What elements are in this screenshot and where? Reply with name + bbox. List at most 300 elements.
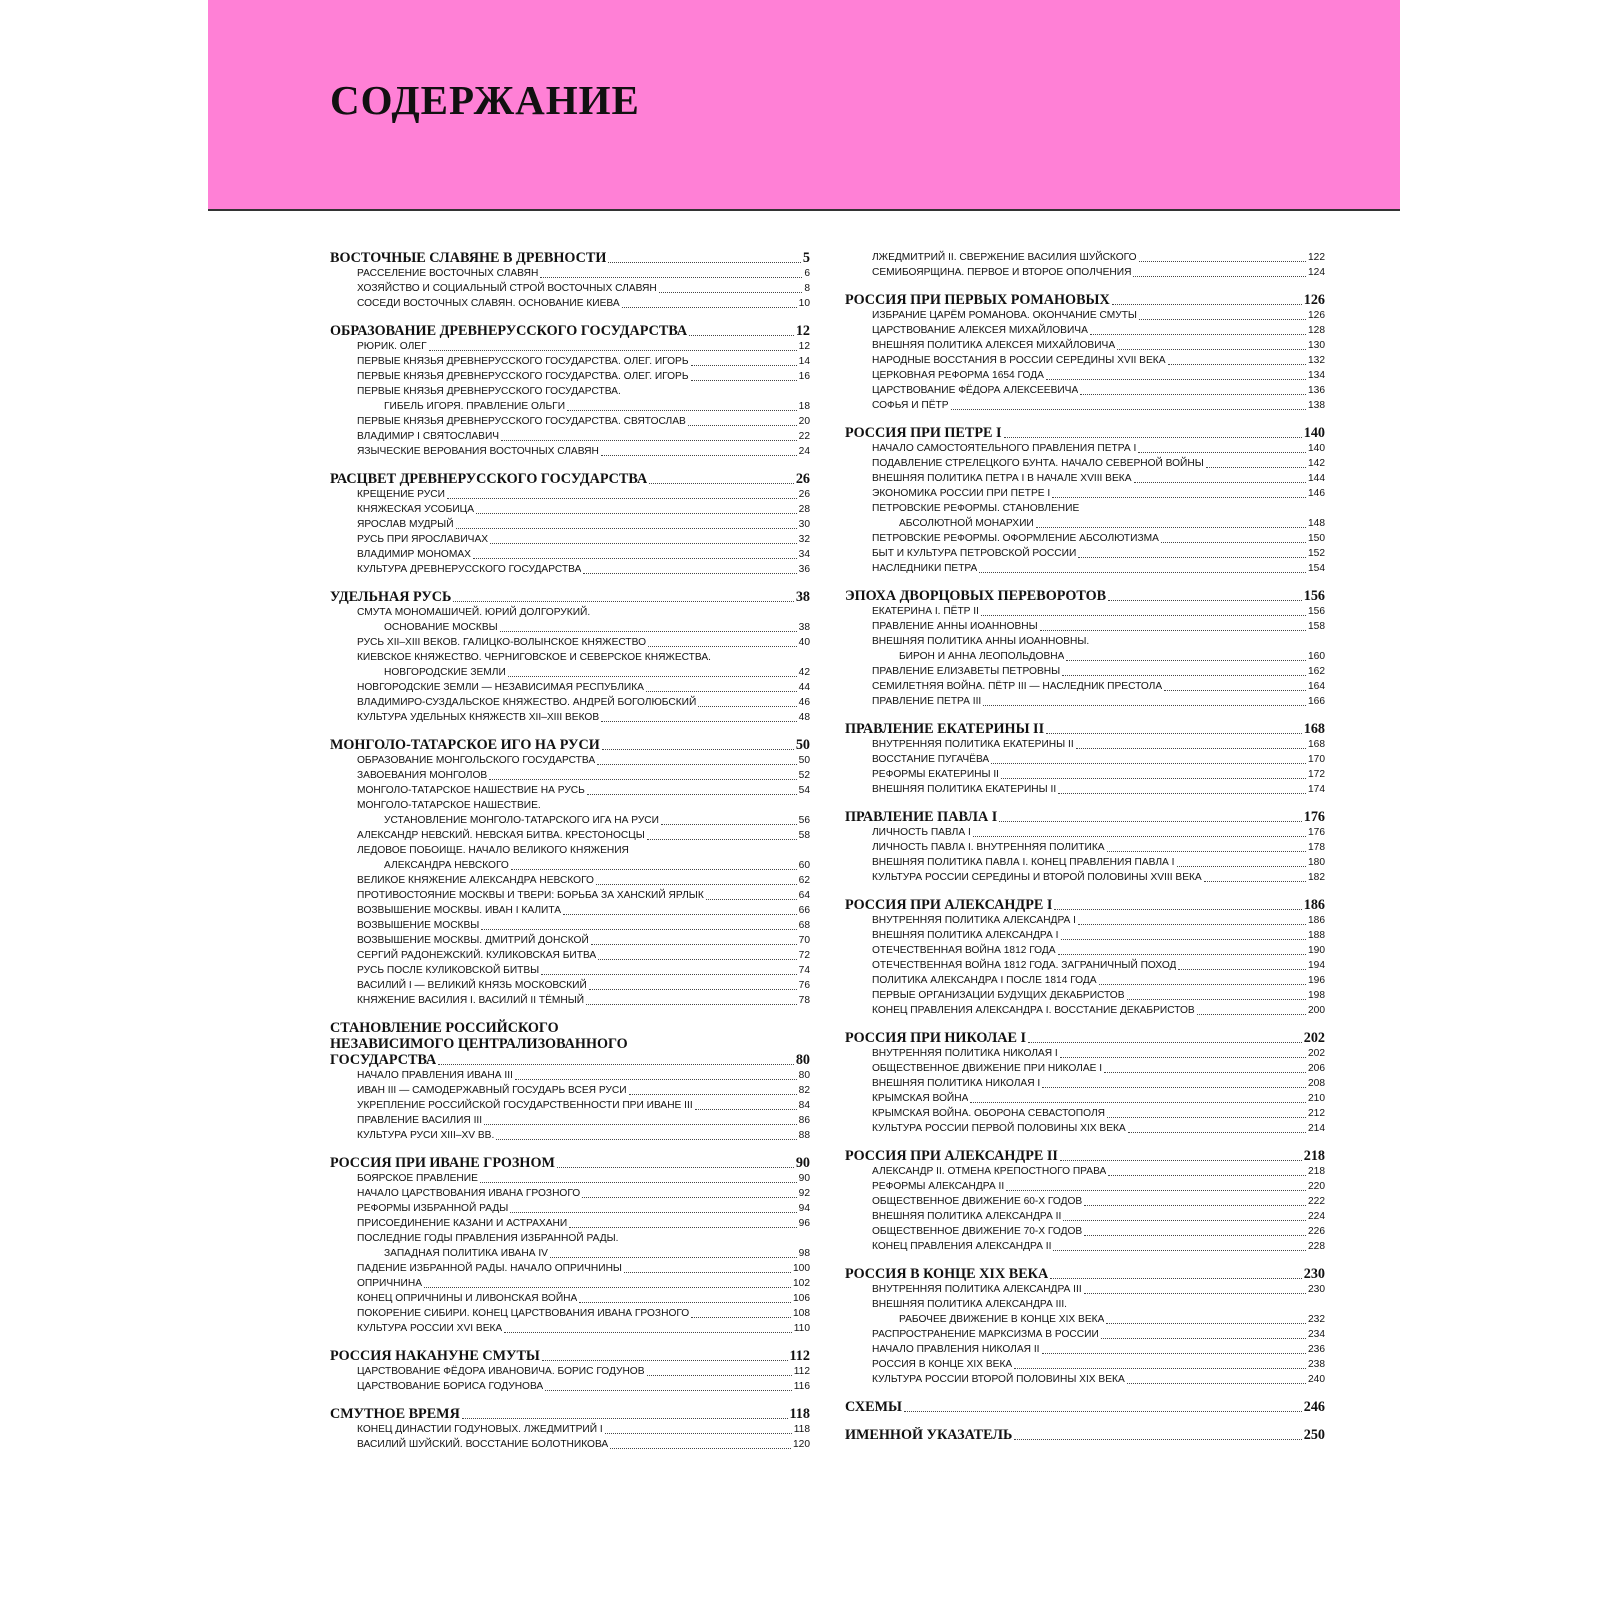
page-number: 66: [798, 905, 810, 916]
dot-leader: [1139, 261, 1306, 262]
toc-entry[interactable]: [330, 502, 810, 517]
toc-entry-title: КУЛЬТУРА РУСИ XIII–XV ВВ.: [357, 1130, 495, 1141]
page-number: 240: [1308, 1374, 1325, 1385]
dot-leader: [1168, 364, 1306, 365]
section-heading[interactable]: [845, 425, 1325, 441]
toc-entry[interactable]: [845, 928, 1325, 943]
section-heading[interactable]: [330, 1348, 810, 1364]
page-number: 226: [1308, 1226, 1325, 1237]
toc-entry-title: КОНЕЦ ОПРИЧНИНЫ И ЛИВОНСКАЯ ВОЙНА: [357, 1293, 578, 1304]
section-heading[interactable]: [845, 1148, 1325, 1164]
toc-entry-title: НАЧАЛО ПРАВЛЕНИЯ НИКОЛАЯ II: [872, 1344, 1040, 1355]
page-number: 126: [1308, 310, 1325, 321]
dot-leader: [453, 601, 793, 602]
toc-entry[interactable]: [845, 323, 1325, 338]
toc-entry[interactable]: [330, 1437, 810, 1452]
toc-entry[interactable]: [330, 753, 810, 768]
page-number: 32: [798, 534, 810, 545]
toc-entry[interactable]: [330, 547, 810, 562]
toc-entry[interactable]: [845, 1091, 1325, 1106]
toc-entry[interactable]: [845, 855, 1325, 870]
dot-leader: [646, 691, 797, 692]
page-number: 238: [1308, 1359, 1325, 1370]
page-number: 230: [1303, 1266, 1325, 1282]
toc-entry[interactable]: [845, 368, 1325, 383]
toc-section: [330, 1155, 810, 1336]
dot-leader: [490, 543, 797, 544]
toc-entry-title: АЛЕКСАНДР НЕВСКИЙ. НЕВСКАЯ БИТВА. КРЕСТОНОСЦЫ: [357, 830, 645, 841]
toc-entry-title: УКРЕПЛЕНИЕ РОССИЙСКОЙ ГОСУДАРСТВЕННОСТИ ПРИ ИВАНЕ III: [357, 1100, 693, 1111]
toc-entry[interactable]: [330, 339, 810, 354]
dot-leader: [610, 1448, 791, 1449]
toc-entry[interactable]: [845, 1372, 1325, 1387]
dot-leader: [586, 1004, 797, 1005]
toc-entry[interactable]: [845, 1061, 1325, 1076]
section-heading[interactable]: [330, 589, 810, 605]
toc-entry[interactable]: [845, 1327, 1325, 1342]
toc-entry[interactable]: [330, 266, 810, 281]
page-number: 90: [798, 1173, 810, 1184]
page-number: 44: [798, 682, 810, 693]
toc-entry[interactable]: [845, 679, 1325, 694]
toc-entry[interactable]: [845, 441, 1325, 456]
page-number: 180: [1308, 857, 1325, 868]
page-number: 12: [798, 341, 810, 352]
toc-entry[interactable]: [330, 903, 810, 918]
toc-entry[interactable]: [845, 531, 1325, 546]
toc-entry[interactable]: [330, 933, 810, 948]
toc-entry[interactable]: [845, 767, 1325, 782]
toc-entry[interactable]: [330, 1128, 810, 1143]
toc-entry-title: РУСЬ ПРИ ЯРОСЛАВИЧАХ: [357, 534, 489, 545]
dot-leader: [480, 1182, 797, 1183]
toc-entry-title: ВНЕШНЯЯ ПОЛИТИКА НИКОЛАЯ I: [872, 1078, 1041, 1089]
dot-leader: [545, 1390, 792, 1391]
dot-leader: [583, 573, 796, 574]
toc-section: [845, 721, 1325, 797]
dot-leader: [608, 262, 801, 263]
toc-entry[interactable]: [845, 398, 1325, 413]
toc-entry[interactable]: [330, 354, 810, 369]
dot-leader: [541, 974, 796, 975]
toc-entry-title: ВНЕШНЯЯ ПОЛИТИКА ЕКАТЕРИНЫ II: [872, 784, 1057, 795]
toc-entry[interactable]: [330, 1113, 810, 1128]
toc-entry-title: ОТЕЧЕСТВЕННАЯ ВОЙНА 1812 ГОДА. ЗАГРАНИЧНЫЙ ПОХОД: [872, 960, 1177, 971]
section-heading-title: РОССИЯ ПРИ ПЕТРЕ I: [845, 425, 1002, 441]
toc-entry[interactable]: [330, 1422, 810, 1437]
section-heading[interactable]: [330, 323, 810, 339]
toc-entry[interactable]: [845, 782, 1325, 797]
toc-entry[interactable]: [330, 680, 810, 695]
page-number: 54: [798, 785, 810, 796]
dot-leader: [501, 440, 797, 441]
toc-entry[interactable]: [845, 973, 1325, 988]
toc-entry-title: ОБЩЕСТВЕННОЕ ДВИЖЕНИЕ ПРИ НИКОЛАЕ I: [872, 1063, 1103, 1074]
page-number: 198: [1308, 990, 1325, 1001]
toc-entry-title: ЗАПАДНАЯ ПОЛИТИКА ИВАНА IV: [384, 1248, 548, 1259]
page-number: 142: [1308, 458, 1325, 469]
toc-entry-title: ВЕЛИКОЕ КНЯЖЕНИЕ АЛЕКСАНДРА НЕВСКОГО: [357, 875, 594, 886]
toc-entry-title: НАСЛЕДНИКИ ПЕТРА: [872, 563, 978, 574]
toc-entry[interactable]: [845, 338, 1325, 353]
dot-leader: [624, 1272, 791, 1273]
dot-leader: [647, 839, 797, 840]
section-heading[interactable]: [330, 1406, 810, 1422]
toc-entry-title: ПЕРВЫЕ КНЯЗЬЯ ДРЕВНЕРУССКОГО ГОСУДАРСТВА. ОЛЕГ. ИГОРЬ: [357, 356, 689, 367]
dot-leader: [601, 721, 797, 722]
page-number: 120: [793, 1439, 810, 1450]
toc-entry[interactable]: [330, 296, 810, 311]
page-number: 38: [795, 589, 810, 605]
toc-entry-title: КРЫМСКАЯ ВОЙНА: [872, 1093, 969, 1104]
toc-entry[interactable]: [845, 988, 1325, 1003]
dot-leader: [1177, 866, 1307, 867]
toc-entry-title: ОБРАЗОВАНИЕ МОНГОЛЬСКОГО ГОСУДАРСТВА: [357, 755, 596, 766]
page-number: 80: [798, 1070, 810, 1081]
page-number: 146: [1308, 488, 1325, 499]
page-number: 188: [1308, 930, 1325, 941]
dot-leader: [1080, 394, 1306, 395]
toc-entry-title: НОВГОРОДСКИЕ ЗЕМЛИ: [384, 667, 506, 678]
toc-entry-line: ПОСЛЕДНИЕ ГОДЫ ПРАВЛЕНИЯ ИЗБРАННОЙ РАДЫ.: [357, 1233, 619, 1244]
section-heading[interactable]: [845, 721, 1325, 737]
dot-leader: [1107, 1117, 1306, 1118]
toc-entry-title: АБСОЛЮТНОЙ МОНАРХИИ: [899, 518, 1034, 529]
section-heading-title: РОССИЯ ПРИ ИВАНЕ ГРОЗНОМ: [330, 1155, 555, 1171]
toc-entry[interactable]: [845, 825, 1325, 840]
toc-entry[interactable]: [845, 694, 1325, 709]
section-heading[interactable]: [845, 1399, 1325, 1415]
toc-entry[interactable]: [845, 353, 1325, 368]
dot-leader: [563, 914, 797, 915]
toc-entry[interactable]: [330, 1291, 810, 1306]
page-number: 166: [1308, 696, 1325, 707]
section-heading-title: РОССИЯ В КОНЦЕ XIX ВЕКА: [845, 1266, 1049, 1282]
toc-entry[interactable]: [330, 948, 810, 963]
section-heading[interactable]: [845, 1427, 1325, 1443]
toc-entry[interactable]: [330, 1216, 810, 1231]
toc-entry[interactable]: [330, 813, 810, 828]
dot-leader: [1078, 557, 1306, 558]
toc-entry[interactable]: [845, 752, 1325, 767]
toc-entry[interactable]: [845, 1357, 1325, 1372]
toc-entry[interactable]: [330, 281, 810, 296]
section-heading[interactable]: [845, 809, 1325, 825]
toc-entry[interactable]: [845, 1209, 1325, 1224]
section-heading[interactable]: [330, 471, 810, 487]
toc-entry[interactable]: [330, 1261, 810, 1276]
toc-entry[interactable]: [845, 308, 1325, 323]
dot-leader: [424, 1287, 791, 1288]
section-heading[interactable]: [845, 292, 1325, 308]
page-number: 126: [1303, 292, 1325, 308]
page-number: 52: [798, 770, 810, 781]
toc-entry-title: ЕКАТЕРИНА I. ПЁТР II: [872, 606, 979, 617]
page-number: 62: [798, 875, 810, 886]
toc-entry[interactable]: [330, 993, 810, 1008]
toc-entry[interactable]: [845, 383, 1325, 398]
toc-entry-title: ПАДЕНИЕ ИЗБРАННОЙ РАДЫ. НАЧАЛО ОПРИЧНИНЫ: [357, 1263, 622, 1274]
page-number: 30: [798, 519, 810, 530]
toc-entry[interactable]: [330, 399, 810, 414]
dot-leader: [496, 1139, 796, 1140]
dot-leader: [462, 1418, 788, 1419]
dot-leader: [973, 836, 1306, 837]
toc-entry-title: ПЕРВЫЕ ОРГАНИЗАЦИИ БУДУЩИХ ДЕКАБРИСТОВ: [872, 990, 1125, 1001]
dot-leader: [504, 1332, 792, 1333]
page-number: 6: [804, 268, 810, 279]
dot-leader: [661, 824, 797, 825]
section-heading-title: ПРАВЛЕНИЕ ПАВЛА I: [845, 809, 998, 825]
header-divider: [208, 209, 1400, 211]
toc-entry-line: ЛЕДОВОЕ ПОБОИЩЕ. НАЧАЛО ВЕЛИКОГО КНЯЖЕНИЯ: [357, 845, 629, 856]
toc-entry-title: СЕРГИЙ РАДОНЕЖСКИЙ. КУЛИКОВСКАЯ БИТВА: [357, 950, 597, 961]
toc-entry[interactable]: [845, 1194, 1325, 1209]
toc-entry-title: КОНЕЦ ДИНАСТИИ ГОДУНОВЫХ. ЛЖЕДМИТРИЙ I: [357, 1424, 603, 1435]
page-number: 96: [798, 1218, 810, 1229]
toc-entry[interactable]: [330, 1098, 810, 1113]
toc-entry[interactable]: [845, 1121, 1325, 1136]
toc-entry[interactable]: [845, 619, 1325, 634]
toc-entry[interactable]: [845, 1164, 1325, 1179]
toc-entry[interactable]: [330, 1306, 810, 1321]
dot-leader: [1204, 881, 1306, 882]
section-heading-title: СМУТНОЕ ВРЕМЯ: [330, 1406, 460, 1422]
toc-entry-line: ВНЕШНЯЯ ПОЛИТИКА АЛЕКСАНДРА III.: [872, 1299, 1067, 1310]
dot-leader: [1063, 1220, 1306, 1221]
page-number: 156: [1303, 588, 1325, 604]
dot-leader: [438, 1064, 794, 1065]
toc-entry[interactable]: [330, 562, 810, 577]
toc-entry-title: ЯЗЫЧЕСКИЕ ВЕРОВАНИЯ ВОСТОЧНЫХ СЛАВЯН: [357, 446, 599, 457]
page-number: 26: [798, 489, 810, 500]
dot-leader: [542, 1360, 788, 1361]
toc-entry[interactable]: [330, 487, 810, 502]
dot-leader: [569, 1227, 796, 1228]
dot-leader: [500, 631, 797, 632]
page-number: 182: [1308, 872, 1325, 883]
dot-leader: [1053, 1250, 1306, 1251]
toc-entry[interactable]: [330, 1068, 810, 1083]
toc-entry-title: ВНУТРЕННЯЯ ПОЛИТИКА АЛЕКСАНДРА III: [872, 1284, 1082, 1295]
toc-entry[interactable]: [845, 870, 1325, 885]
toc-section: [330, 471, 810, 577]
toc-entry-title: РУСЬ ПОСЛЕ КУЛИКОВСКОЙ БИТВЫ: [357, 965, 540, 976]
toc-entry[interactable]: [845, 649, 1325, 664]
toc-section: [330, 1020, 810, 1143]
section-heading[interactable]: [330, 1052, 810, 1068]
page-number: 88: [798, 1130, 810, 1141]
toc-entry-title: РЕФОРМЫ ИЗБРАННОЙ РАДЫ: [357, 1203, 509, 1214]
toc-entry-title: ОПРИЧНИНА: [357, 1278, 422, 1289]
toc-entry[interactable]: [330, 369, 810, 384]
toc-entry[interactable]: [330, 620, 810, 635]
toc-entry[interactable]: [330, 828, 810, 843]
dot-leader: [601, 455, 797, 456]
toc-entry[interactable]: [845, 1282, 1325, 1297]
toc-entry[interactable]: [845, 1179, 1325, 1194]
toc-entry[interactable]: [330, 858, 810, 873]
dot-leader: [999, 821, 1301, 822]
page-number: 160: [1308, 651, 1325, 662]
toc-entry[interactable]: [845, 1003, 1325, 1018]
toc-entry[interactable]: [330, 1201, 810, 1216]
page-number: 218: [1308, 1166, 1325, 1177]
toc-entry[interactable]: [330, 695, 810, 710]
toc-section: [845, 292, 1325, 413]
page-number: 194: [1308, 960, 1325, 971]
section-heading[interactable]: [330, 250, 810, 266]
toc-left-column: [330, 250, 810, 1464]
toc-entry[interactable]: [330, 710, 810, 725]
page-number: 28: [798, 504, 810, 515]
toc-entry[interactable]: [845, 471, 1325, 486]
toc-section: [845, 1148, 1325, 1254]
toc-entry[interactable]: [330, 429, 810, 444]
toc-entry[interactable]: [845, 1106, 1325, 1121]
dot-leader: [456, 528, 797, 529]
toc-entry[interactable]: [330, 517, 810, 532]
toc-entry[interactable]: [330, 888, 810, 903]
toc-entry-title: ВНЕШНЯЯ ПОЛИТИКА АЛЕКСАНДРА II: [872, 1211, 1062, 1222]
toc-entry[interactable]: [845, 737, 1325, 752]
toc-entry[interactable]: [845, 250, 1325, 265]
page-number: 48: [798, 712, 810, 723]
dot-leader: [510, 1212, 796, 1213]
page-number: 136: [1308, 385, 1325, 396]
toc-entry[interactable]: [330, 873, 810, 888]
toc-entry[interactable]: [845, 546, 1325, 561]
toc-entry[interactable]: [845, 1224, 1325, 1239]
toc-entry-title: ВАСИЛИЙ I — ВЕЛИКИЙ КНЯЗЬ МОСКОВСКИЙ: [357, 980, 587, 991]
dot-leader: [582, 1197, 796, 1198]
section-heading[interactable]: [845, 1030, 1325, 1046]
toc-entry[interactable]: [845, 604, 1325, 619]
toc-entry[interactable]: [845, 943, 1325, 958]
toc-entry-title: ПРАВЛЕНИЕ ПЕТРА III: [872, 696, 982, 707]
dot-leader: [1106, 1323, 1306, 1324]
page-number: 12: [795, 323, 810, 339]
toc-entry[interactable]: [845, 561, 1325, 576]
toc-entry[interactable]: [330, 1083, 810, 1098]
section-heading[interactable]: [330, 1155, 810, 1171]
toc-entry[interactable]: [330, 1186, 810, 1201]
toc-entry[interactable]: [845, 1046, 1325, 1061]
toc-entry-title: ВАСИЛИЙ ШУЙСКИЙ. ВОССТАНИЕ БОЛОТНИКОВА: [357, 1439, 609, 1450]
page-number: 112: [793, 1366, 810, 1377]
page-number: 26: [795, 471, 810, 487]
dot-leader: [698, 706, 796, 707]
toc-entry-title: ВЛАДИМИР МОНОМАХ: [357, 549, 471, 560]
toc-entry-title: ЯРОСЛАВ МУДРЫЙ: [357, 519, 454, 530]
section-heading-title: РОССИЯ ПРИ ПЕРВЫХ РОМАНОВЫХ: [845, 292, 1110, 308]
toc-entry-title: НАРОДНЫЕ ВОССТАНИЯ В РОССИИ СЕРЕДИНЫ XVII ВЕКА: [872, 355, 1166, 366]
toc-entry[interactable]: [845, 913, 1325, 928]
toc-entry[interactable]: [845, 265, 1325, 280]
section-heading[interactable]: [330, 737, 810, 753]
section-heading[interactable]: [845, 1266, 1325, 1282]
toc-entry[interactable]: [330, 414, 810, 429]
dot-leader: [691, 365, 797, 366]
page-number: 130: [1308, 340, 1325, 351]
dot-leader: [1078, 924, 1306, 925]
page-number: 230: [1308, 1284, 1325, 1295]
toc-entry[interactable]: [330, 1171, 810, 1186]
dot-leader: [540, 277, 802, 278]
toc-entry[interactable]: [845, 1239, 1325, 1254]
page-number: 58: [798, 830, 810, 841]
toc-entry[interactable]: [330, 1321, 810, 1336]
toc-section: [330, 589, 810, 725]
toc-entry[interactable]: [330, 444, 810, 459]
dot-leader: [1161, 542, 1306, 543]
toc-entry[interactable]: [845, 840, 1325, 855]
toc-entry[interactable]: [330, 918, 810, 933]
toc-entry[interactable]: [845, 516, 1325, 531]
toc-entry[interactable]: [330, 635, 810, 650]
dot-leader: [1133, 276, 1306, 277]
toc-entry-title: ОТЕЧЕСТВЕННАЯ ВОЙНА 1812 ГОДА: [872, 945, 1056, 956]
toc-entry[interactable]: [330, 1379, 810, 1394]
toc-entry[interactable]: [330, 1246, 810, 1261]
toc-entry[interactable]: [330, 532, 810, 547]
section-heading[interactable]: [845, 588, 1325, 604]
toc-section: [845, 897, 1325, 1018]
toc-entry[interactable]: [330, 768, 810, 783]
toc-entry-title: МОНГОЛО-ТАТАРСКОЕ НАШЕСТВИЕ НА РУСЬ: [357, 785, 585, 796]
page-number: 108: [793, 1308, 810, 1319]
toc-entry-title: КРЕЩЕНИЕ РУСИ: [357, 489, 445, 500]
page-number: 178: [1308, 842, 1325, 853]
toc-entry[interactable]: [330, 1364, 810, 1379]
toc-entry-title: АЛЕКСАНДР II. ОТМЕНА КРЕПОСТНОГО ПРАВА: [872, 1166, 1107, 1177]
page-number: 50: [795, 737, 810, 753]
dot-leader: [1066, 660, 1306, 661]
toc-entry[interactable]: [330, 665, 810, 680]
toc-entry[interactable]: [845, 1342, 1325, 1357]
toc-entry[interactable]: [330, 978, 810, 993]
section-heading-title: МОНГОЛО-ТАТАРСКОЕ ИГО НА РУСИ: [330, 737, 600, 753]
toc-entry[interactable]: [845, 1312, 1325, 1327]
toc-entry-title: ВНЕШНЯЯ ПОЛИТИКА АЛЕКСАНДРА I: [872, 930, 1059, 941]
toc-entry[interactable]: [845, 664, 1325, 679]
toc-entry-title: ПЕРВЫЕ КНЯЗЬЯ ДРЕВНЕРУССКОГО ГОСУДАРСТВА. ОЛЕГ. ИГОРЬ: [357, 371, 689, 382]
page-number: 90: [795, 1155, 810, 1171]
dot-leader: [1061, 939, 1306, 940]
toc-entry[interactable]: [845, 456, 1325, 471]
dot-leader: [1084, 1205, 1306, 1206]
dot-leader: [1006, 1190, 1306, 1191]
section-heading[interactable]: [845, 897, 1325, 913]
dot-leader: [649, 483, 794, 484]
toc-entry[interactable]: [845, 486, 1325, 501]
toc-entry[interactable]: [845, 1076, 1325, 1091]
section-heading-title: ЭПОХА ДВОРЦОВЫХ ПЕРЕВОРОТОВ: [845, 588, 1107, 604]
page-number: 94: [798, 1203, 810, 1214]
toc-entry-title: БИРОН И АННА ЛЕОПОЛЬДОВНА: [899, 651, 1065, 662]
toc-entry-title: ЦАРСТВОВАНИЕ БОРИСА ГОДУНОВА: [357, 1381, 544, 1392]
toc-entry[interactable]: [330, 783, 810, 798]
toc-entry-title: ПЕРВЫЕ КНЯЗЬЯ ДРЕВНЕРУССКОГО ГОСУДАРСТВА. СВЯТОСЛАВ: [357, 416, 686, 427]
dot-leader: [1127, 999, 1306, 1000]
page-number: 132: [1308, 355, 1325, 366]
dot-leader: [473, 558, 797, 559]
toc-section: [845, 1427, 1325, 1443]
toc-entry[interactable]: [330, 963, 810, 978]
toc-entry[interactable]: [330, 1276, 810, 1291]
toc-entry[interactable]: [845, 958, 1325, 973]
dot-leader: [904, 1411, 1302, 1412]
